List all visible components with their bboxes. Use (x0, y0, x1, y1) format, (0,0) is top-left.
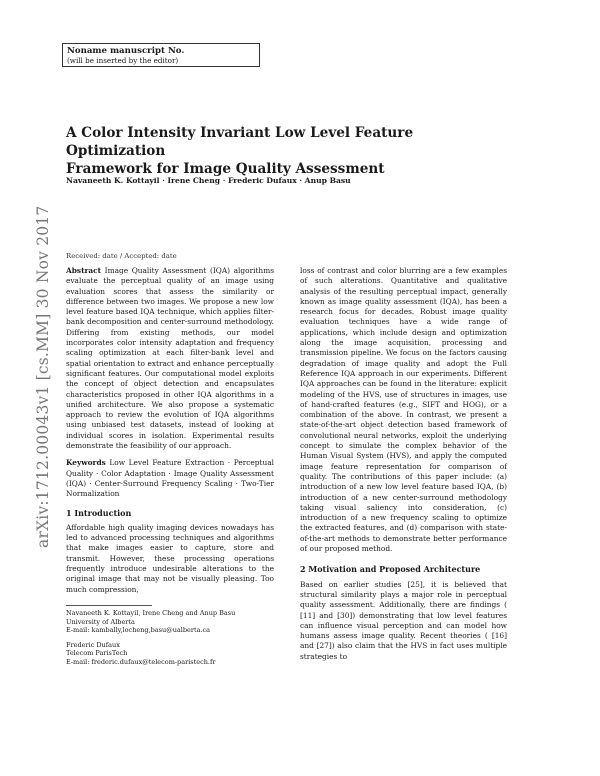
affiliation-2-name: Frederic Dufaux (66, 640, 120, 649)
title-line-2: Framework for Image Quality Assessment (66, 161, 385, 177)
affiliation-1-email: E-mail: kambally,locheng,basu@ualberta.ca (66, 626, 211, 635)
manuscript-label: Noname manuscript No. (67, 46, 185, 56)
left-column (66, 266, 274, 666)
author-list: Navaneeth K. Kottayil · Irene Cheng · Frederic Dufaux · Anup Basu (66, 176, 351, 185)
keywords-text: Low Level Feature Extraction · Perceptual Quality · Color Adaptation · Image Quality Assessment (IQA) · Center-Surround Frequency Scaling · Two-Tier Normalization (66, 458, 274, 499)
introduction-continued: loss of contrast and color blurring are a few examples of such alterations. Quantitative and qualitative analysis of the resulting perceptual impact, generally known as image quality assessment (IQA), has been a research focus for decades. Robust image quality evaluation techniques have a wide range of applications, which include design and optimization along the image acquisition, processing and transmission pipeline. We focus on the factors causing degradation of image quality and adopt the Full Reference IQA approach in our experiments. Different IQA approaches can be found in the literature: explicit modeling of the HVS, use of structures in images, use of hand-crafted features (e.g., SIFT and HOG), or a combination of the above. In contrast, we present a state-of-the-art object detection based framework of convolutional neural networks, exploit the underlying concept to simulate the complex behavior of the Human Visual System (HVS), and apply the computed image feature representation for comparison of quality. The contributions of this paper include: (a) introduction of a new low level feature based IQA, (b) introduction of a new center-surround methodology taking visual saliency into consideration, (c) introduction of a new frequency scaling to optimize the extracted features, and (d) comparison with state-of-the-art methods to demonstrate better performance of our proposed method. (300, 266, 507, 554)
keywords-label: Keywords (66, 458, 106, 468)
footnote-rule (66, 605, 152, 606)
paper-title (66, 124, 506, 178)
keywords (66, 458, 274, 499)
section-heading-motivation: 2 Motivation and Proposed Architecture (300, 564, 481, 575)
manuscript-notice-box (62, 43, 260, 67)
affiliations (66, 609, 274, 667)
manuscript-note: (will be inserted by the editor) (67, 56, 179, 65)
title-line-1: A Color Intensity Invariant Low Level Feature Optimization (66, 125, 414, 159)
affiliation-2-org: Telecom ParisTech (66, 649, 128, 658)
section-heading-introduction: 1 Introduction (66, 507, 132, 518)
abstract (66, 266, 274, 451)
arxiv-identifier: arXiv:1712.00043v1 [cs.MM] 30 Nov 2017 (34, 205, 52, 548)
received-date: Received: date / Accepted: date (66, 252, 177, 260)
introduction-text: Affordable high quality imaging devices nowadays has led to advanced processing techniques and algorithms that make images easier to capture, store and transmit. However, these processing operations frequently introduce undesirable alterations to the original image that may not be visually pleasing. Too much compression, (66, 522, 274, 594)
right-column (300, 266, 507, 662)
motivation-text: Based on earlier studies [25], it is believed that structural similarity plays a major role in perceptual quality assessment. Additionally, there are findings ( [11] and [30]) demonstrating that low level features can influence visual perception and can model how humans assess image quality. Recent theories ( [16] and [27]) also claim that the HVS in fact uses multiple strategies to (300, 579, 507, 661)
abstract-text: Image Quality Assessment (IQA) algorithms evaluate the perceptual quality of an image using evaluation scores that assess the similarity or difference between two images. We propose a new low level feature based IQA technique, which applies filter-bank decomposition and center-surround methodology. Differing from existing methods, our model incorporates color intensity adaptation and frequency scaling optimization at each filter-bank level and spatial orientation to extract and enhance perceptually significant features. Our computational model exploits the concept of object detection and encapsulates characteristics proposed in other IQA algorithms in a unified architecture. We also propose a systematic approach to review the evolution of IQA algorithms using unbiased test datasets, instead of looking at individual scores in isolation. Experimental results demonstrate the feasibility of our approach. (66, 266, 274, 451)
abstract-label: Abstract (66, 266, 102, 275)
affiliation-2-email: E-mail: frederic.dufaux@telecom-paristech.fr (66, 657, 216, 666)
affiliation-1-org: University of Alberta (66, 617, 135, 626)
affiliation-1-names: Navaneeth K. Kottayil, Irene Cheng and Anup Basu (66, 608, 236, 617)
